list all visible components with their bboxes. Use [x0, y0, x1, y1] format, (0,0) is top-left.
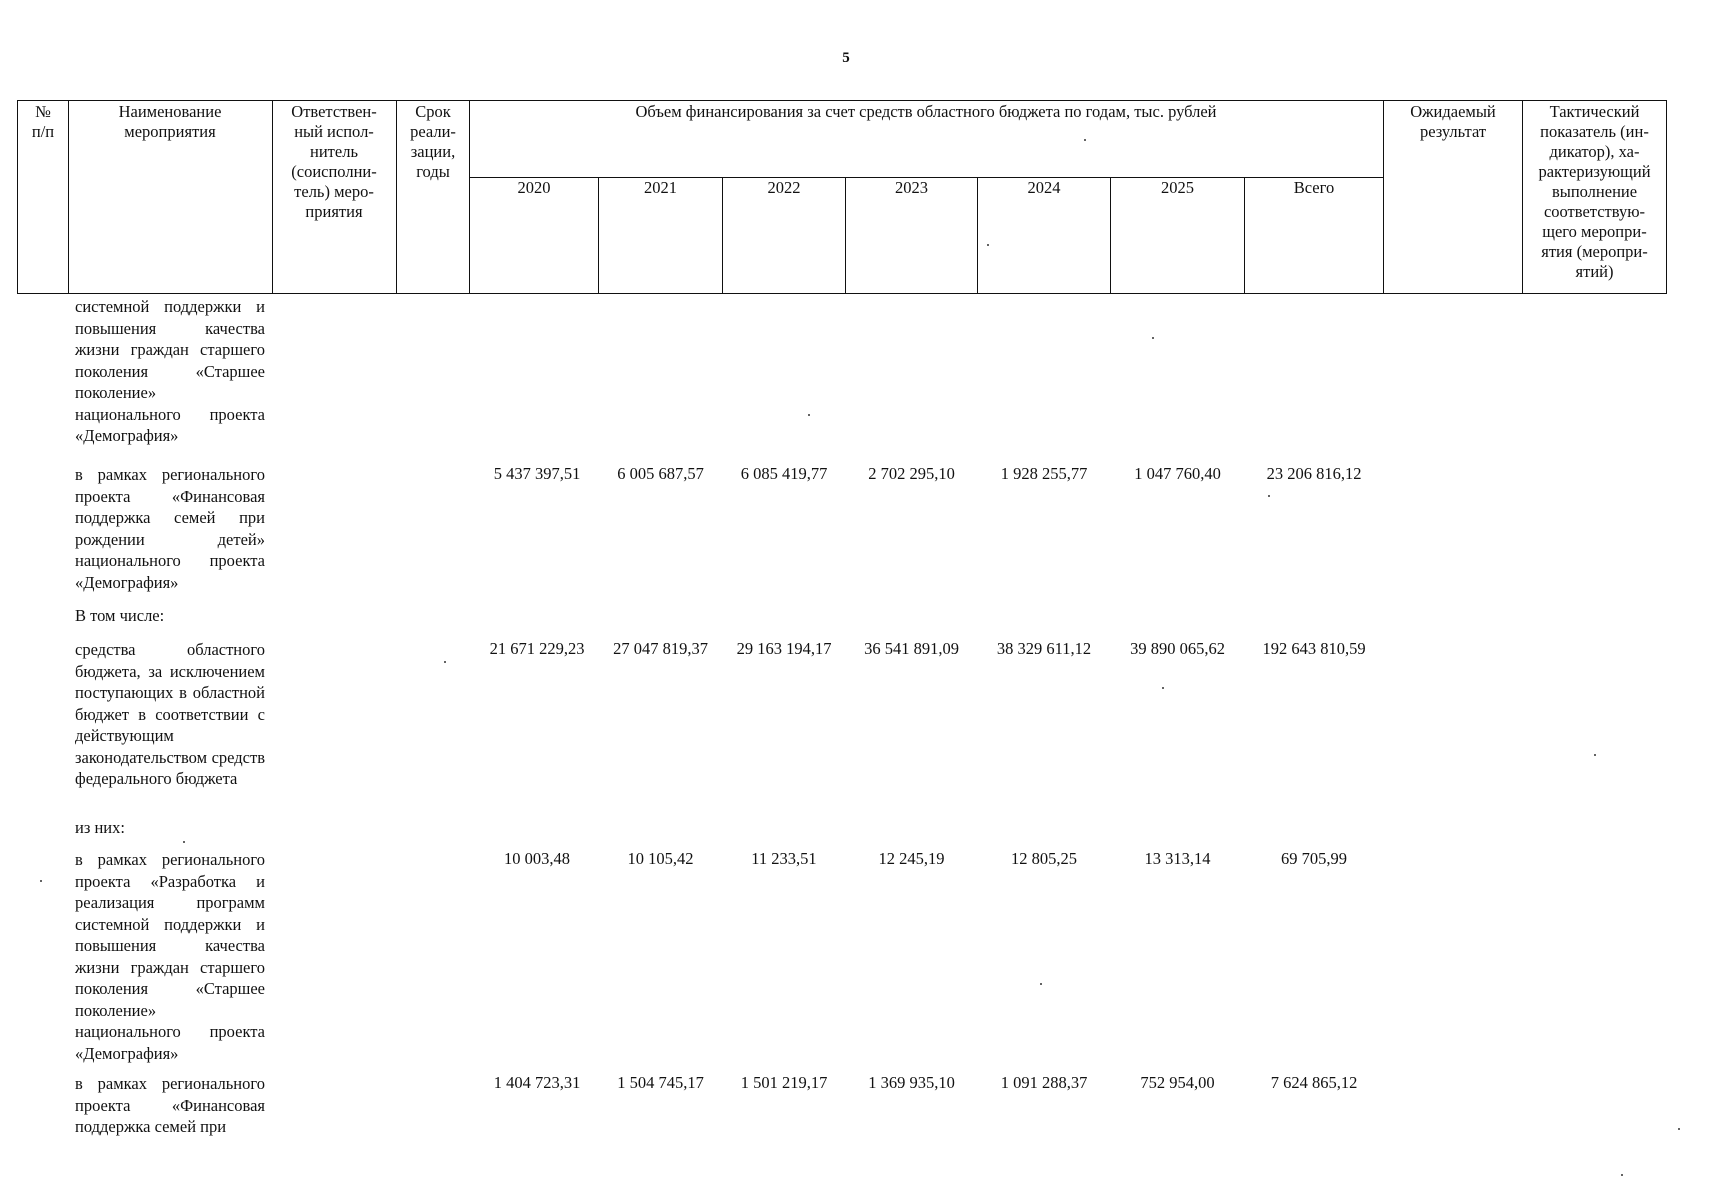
value-2024: 1 091 288,37 — [1000, 1073, 1088, 1092]
row-name: в рамках регионального проекта «Финансовая поддержка семей при — [75, 1074, 265, 1136]
value-2020: 21 671 229,23 — [489, 639, 585, 658]
scan-speck — [1040, 983, 1042, 985]
table-header — [17, 100, 1667, 296]
value-2021: 6 005 687,57 — [617, 464, 704, 483]
header-col-indicator: Тактический показатель (ин- дикатор), ха- рактеризующий выполнение соответствую- щего меропри- ятия (меропри- ятий) — [1538, 102, 1651, 281]
header-col-funding: Объем финансирования за счет средств областного бюджета по годам, тыс. рублей — [635, 102, 1217, 121]
row-name: средства областного бюджета, за исключением поступающих в областной бюджет в соответствии с действующим законодательством средств федерального бюджета — [75, 640, 265, 788]
header-total: Всего — [1293, 178, 1335, 197]
row-name: В том числе: — [75, 606, 165, 625]
scan-speck — [1162, 687, 1164, 689]
row-name: из них: — [75, 818, 125, 837]
value-2020: 1 404 723,31 — [493, 1073, 581, 1092]
value-2020: 10 003,48 — [504, 849, 570, 868]
scan-speck — [808, 414, 810, 416]
scan-speck — [1594, 754, 1596, 756]
value-total: 192 643 810,59 — [1262, 639, 1366, 658]
header-col-responsible: Ответствен- ный испол- нитель (соисполни- тель) меро- приятия — [291, 102, 377, 221]
header-col-result: Ожидаемый результат — [1410, 102, 1496, 141]
value-2023: 1 369 935,10 — [868, 1073, 955, 1092]
row-name: системной поддержки и повышения качества жизни граждан старшего поколения «Старшее поколение» национального проекта «Демография» — [75, 297, 265, 445]
value-total: 69 705,99 — [1281, 849, 1347, 868]
value-2024: 12 805,25 — [1011, 849, 1077, 868]
value-2024: 38 329 611,12 — [996, 639, 1092, 658]
header-col-number: № п/п — [31, 102, 55, 141]
value-2024: 1 928 255,77 — [1000, 464, 1088, 483]
scan-speck — [183, 841, 185, 843]
page-number: 5 — [842, 50, 850, 66]
row-name: в рамках регионального проекта «Финансовая поддержка семей при рождении детей» национального проекта «Демография» — [75, 465, 265, 592]
header-year-2021: 2021 — [644, 178, 677, 197]
row-name: в рамках регионального проекта «Разработка и реализация программ системной поддержки и повышения качества жизни граждан старшего поколения «Старшее поколение» национального проекта «Демография» — [75, 850, 265, 1063]
value-2021: 27 047 819,37 — [613, 639, 708, 658]
scan-speck — [1621, 1174, 1623, 1176]
value-2025: 752 954,00 — [1140, 1073, 1215, 1092]
header-col-name: Наименование мероприятия — [118, 102, 222, 141]
header-col-term: Срок реали- зации, годы — [410, 102, 456, 181]
value-2025: 1 047 760,40 — [1134, 464, 1221, 483]
value-2022: 1 501 219,17 — [740, 1073, 828, 1092]
value-2025: 13 313,14 — [1144, 849, 1211, 868]
scan-speck — [1084, 139, 1086, 141]
value-2022: 11 233,51 — [751, 849, 817, 868]
value-2023: 12 245,19 — [878, 849, 945, 868]
scan-speck — [1152, 337, 1154, 339]
header-year-2023: 2023 — [895, 178, 928, 197]
value-2021: 10 105,42 — [627, 849, 694, 868]
value-2022: 6 085 419,77 — [740, 464, 828, 483]
value-2020: 5 437 397,51 — [493, 464, 581, 483]
scan-speck — [1678, 1128, 1680, 1130]
value-2023: 36 541 891,09 — [864, 639, 959, 658]
scan-speck — [444, 661, 446, 663]
header-year-2024: 2024 — [1027, 178, 1061, 197]
value-2022: 29 163 194,17 — [736, 639, 832, 658]
header-year-2025: 2025 — [1161, 178, 1194, 197]
header-year-2020: 2020 — [517, 178, 551, 197]
scan-speck — [987, 244, 989, 246]
value-2023: 2 702 295,10 — [868, 464, 955, 483]
value-2025: 39 890 065,62 — [1130, 639, 1225, 658]
value-total: 23 206 816,12 — [1266, 464, 1362, 483]
value-total: 7 624 865,12 — [1270, 1073, 1358, 1092]
scan-speck — [40, 880, 42, 882]
header-year-2022: 2022 — [767, 178, 801, 197]
value-2021: 1 504 745,17 — [617, 1073, 704, 1092]
scan-speck — [1268, 495, 1270, 497]
